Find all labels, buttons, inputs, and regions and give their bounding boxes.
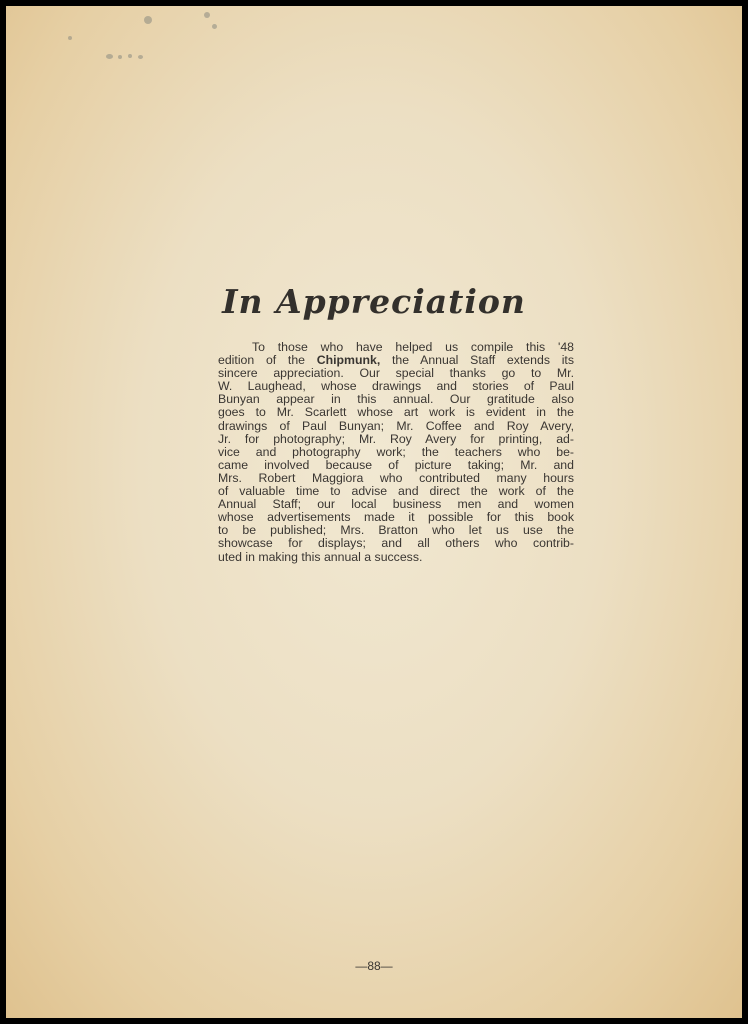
line-text: to be published; Mrs. Bratton who let us use the: [218, 523, 574, 538]
line-text: whose advertisements made it possible for this book: [218, 510, 574, 525]
appreciation-paragraph: [218, 341, 574, 564]
ink-smudge: [106, 54, 113, 59]
line-text: showcase for displays; and all others who contrib-: [218, 536, 574, 551]
ink-smudge: [204, 12, 210, 18]
yearbook-page: [6, 6, 742, 1018]
ink-smudge: [212, 24, 217, 29]
line-text: Mrs. Robert Maggiora who contributed many hours: [218, 470, 574, 485]
line-text: Jr. for photography; Mr. Roy Avery for printing, ad-: [218, 431, 574, 446]
yearbook-name: Chipmunk,: [316, 353, 381, 368]
page-number: —88—: [355, 959, 393, 973]
line-text: Bunyan appear in this annual. Our gratitude also: [218, 392, 574, 407]
line-text: of valuable time to advise and direct the work of the: [218, 484, 574, 499]
line-text: To those who have helped us compile this '48: [252, 340, 574, 354]
ink-smudge: [118, 55, 122, 59]
line-text: came involved because of picture taking; Mr. and: [218, 457, 574, 472]
line-text: goes to Mr. Scarlett whose art work is evident in the: [218, 405, 574, 420]
line-text: sincere appreciation. Our special thanks go to Mr.: [218, 366, 574, 381]
ink-smudge: [68, 36, 72, 40]
line-text: edition of the: [218, 353, 317, 368]
line-text: the Annual Staff extends its: [380, 353, 574, 368]
page-title: In Appreciation: [222, 282, 526, 321]
line-text: drawings of Paul Bunyan; Mr. Coffee and Roy Avery,: [218, 418, 574, 433]
ink-smudge: [144, 16, 152, 24]
line-text: vice and photography work; the teachers who be-: [218, 444, 574, 459]
ink-smudge: [128, 54, 132, 58]
line-text: Annual Staff; our local business men and women: [218, 497, 574, 512]
line-text: W. Laughead, whose drawings and stories of Paul: [218, 379, 574, 394]
paragraph-line: [218, 551, 574, 564]
ink-smudge: [138, 55, 143, 59]
line-text: uted in making this annual a success.: [218, 549, 423, 564]
